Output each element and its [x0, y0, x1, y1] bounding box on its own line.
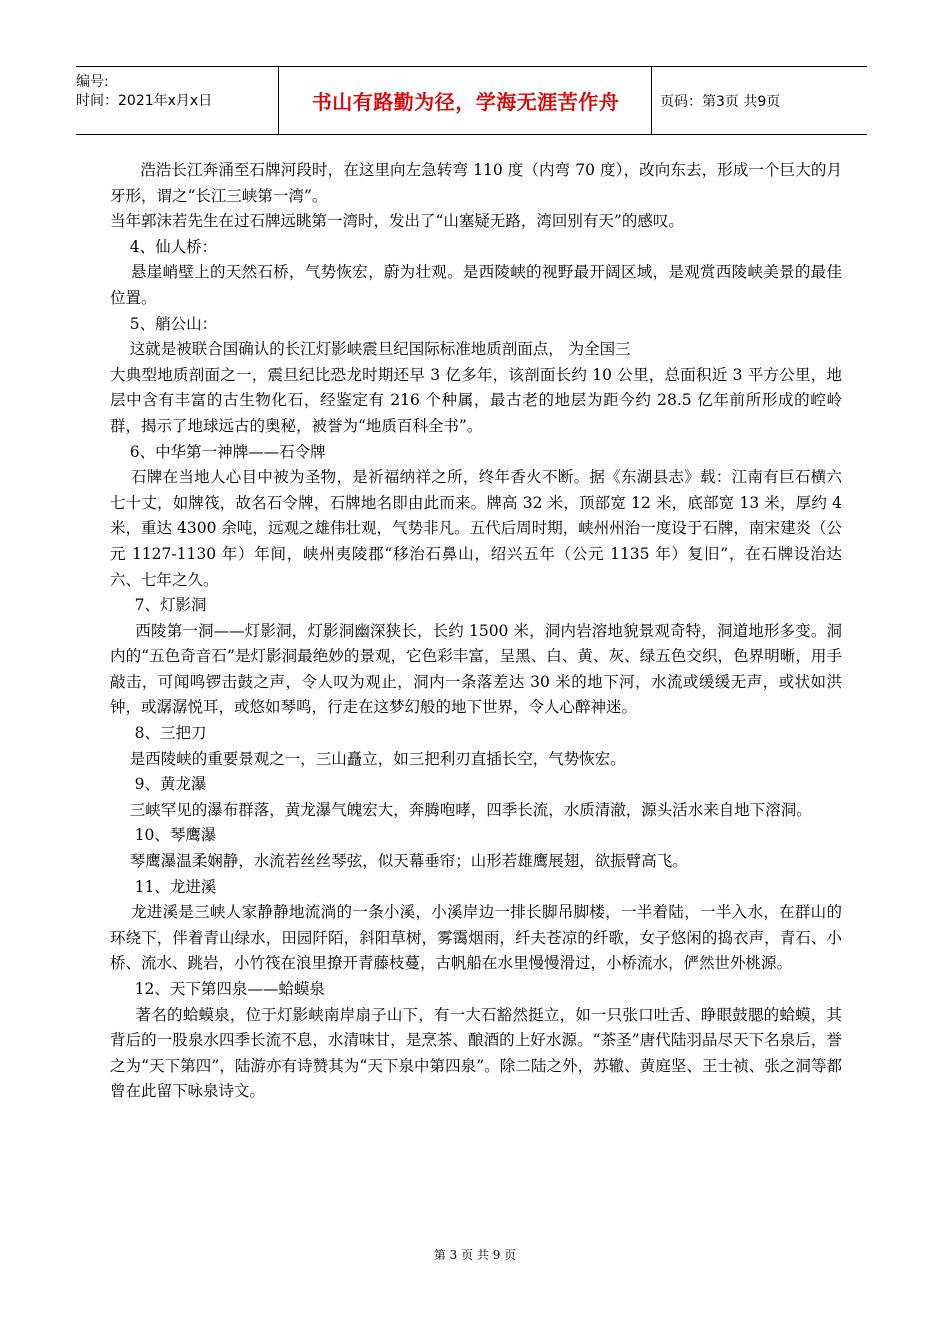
paragraph: 西陵第一洞——灯影洞，灯影洞幽深狭长，长约 1500 米，洞内岩溶地貌景观奇特，洞道地形多变。洞内的“五色奇音石”是灯影洞最绝妙的景观，它色彩丰富，呈黑、白、黄、灰、绿五色交织，色界明晰，用手敲击，可闻鸣锣击鼓之声，令人叹为观止，洞内一条落差达 30 米的地下河，水流或缓缓无声，或状如洪钟，或潺潺悦耳，或悠如琴鸣，行走在这梦幻般的地下世界，令人心醉神迷。	[110, 621, 842, 717]
header-left-cell	[76, 67, 279, 134]
page-footer	[0, 1246, 950, 1263]
section-heading: 9、黄龙瀑	[110, 775, 207, 794]
document-body	[110, 158, 847, 1105]
header-page-cell	[652, 67, 867, 134]
section-heading: 8、三把刀	[110, 724, 207, 743]
paragraph: 浩浩长江奔涌至石牌河段时，在这里向左急转弯 110 度（内弯 70 度），改向东去，形成一个巨大的月牙形，谓之“长江三峡第一湾”。	[110, 161, 842, 205]
paragraph: 大典型地质剖面之一，震旦纪比恐龙时期还早 3 亿多年，该剖面长约 10 公里，总面积近 3 平方公里，地层中含有丰富的古生物化石，经鉴定有 216 个种属，最古老的地层为距今约 28.5 亿年前所形成的崆岭群，揭示了地球远古的奥秘，被誉为“地质百科全书”。	[110, 365, 842, 435]
paragraph: 琴鹰瀑温柔娴静，水流若丝丝琴弦，似天幕垂帘；山形若雄鹰展翅，欲振臂高飞。	[110, 852, 688, 871]
section-heading: 12、天下第四泉——蛤蟆泉	[110, 980, 325, 998]
paragraph: 龙进溪是三峡人家静静地流淌的一条小溪，小溪岸边一排长脚吊脚楼，一半着陆，一半入水，在群山的环绕下，伴着青山绿水，田园阡陌，斜阳草树，雾霭烟雨，纤夫苍凉的纤歌，女子悠闲的捣衣声，青石、小桥、流水、跳岩，小竹筏在浪里撩开青藤枝蔓，古帆船在水里慢慢滑过，小桥流水，俨然世外桃源。	[110, 903, 842, 973]
paragraph: 石牌在当地人心目中被为圣物，是祈福纳祥之所，终年香火不断。据《东湖县志》载：江南有巨石横六七十丈，如牌筏，故名石令牌，石牌地名即由此而来。牌高 32 米，顶部宽 12 米，底部宽 13 米，厚约 4 米，重达 4300 余吨，远观之雄伟壮观，气势非凡。五代后周时期，峡州州治一度设于石牌，南宋建炎（公元 1127-1130 年）年间，峡州夷陵郡“移治石鼻山，绍兴五年（公元 1135 年）复旧”，在石牌设治达六、七年之久。	[110, 468, 847, 589]
section-heading: 6、中华第一神牌——石令牌	[110, 442, 326, 461]
section-heading: 11、龙进溪	[110, 877, 217, 896]
document-number-label: 编号:	[76, 74, 109, 90]
paragraph: 是西陵峡的重要景观之一，三山矗立，如三把利刃直插长空，气势恢宏。	[110, 749, 626, 768]
paragraph: 著名的蛤蟆泉，位于灯影峡南岸扇子山下，有一大石豁然挺立，如一只张口吐舌、睁眼鼓腮的蛤蟆，其背后的一股泉水四季长流不息，水清味甘，是烹茶、酿酒的上好水源。“茶圣”唐代陆羽品尽天下名泉后，誉之为“天下第四”，陆游亦有诗赞其为“天下泉中第四泉”。除二陆之外，苏辙、黄庭坚、王士祯、张之洞等都曾在此留下咏泉诗文。	[110, 1005, 842, 1101]
header-motto: 书山有路勤为径，学海无涯苦作舟	[311, 90, 620, 114]
section-heading: 5、艄公山：	[110, 314, 218, 333]
page-header	[76, 66, 867, 135]
footer-page-number: 第 3 页 共 9 页	[433, 1248, 517, 1262]
paragraph: 这就是被联合国确认的长江灯影峡震旦纪国际标准地质剖面点， 为全国三	[110, 340, 631, 359]
header-page-info: 页码：第3页 共9页	[660, 93, 781, 110]
header-motto-cell	[280, 67, 652, 134]
section-heading: 7、灯影洞	[110, 596, 207, 615]
section-heading: 10、琴鹰瀑	[110, 826, 217, 845]
paragraph: 悬崖峭壁上的天然石桥，气势恢宏，蔚为壮观。是西陵峡的视野最开阔区域，是观赏西陵峡美景的最佳位置。	[110, 263, 842, 307]
document-date: 时间：2021年x月x日	[76, 93, 213, 109]
paragraph: 当年郭沫若先生在过石牌远眺第一湾时，发出了“山塞疑无路，湾回别有天”的感叹。	[110, 212, 684, 231]
section-heading: 4、仙人桥：	[110, 237, 218, 256]
paragraph: 三峡罕见的瀑布群落，黄龙瀑气魄宏大，奔腾咆哮，四季长流，水质清澈，源头活水来自地下溶洞。	[110, 800, 812, 819]
